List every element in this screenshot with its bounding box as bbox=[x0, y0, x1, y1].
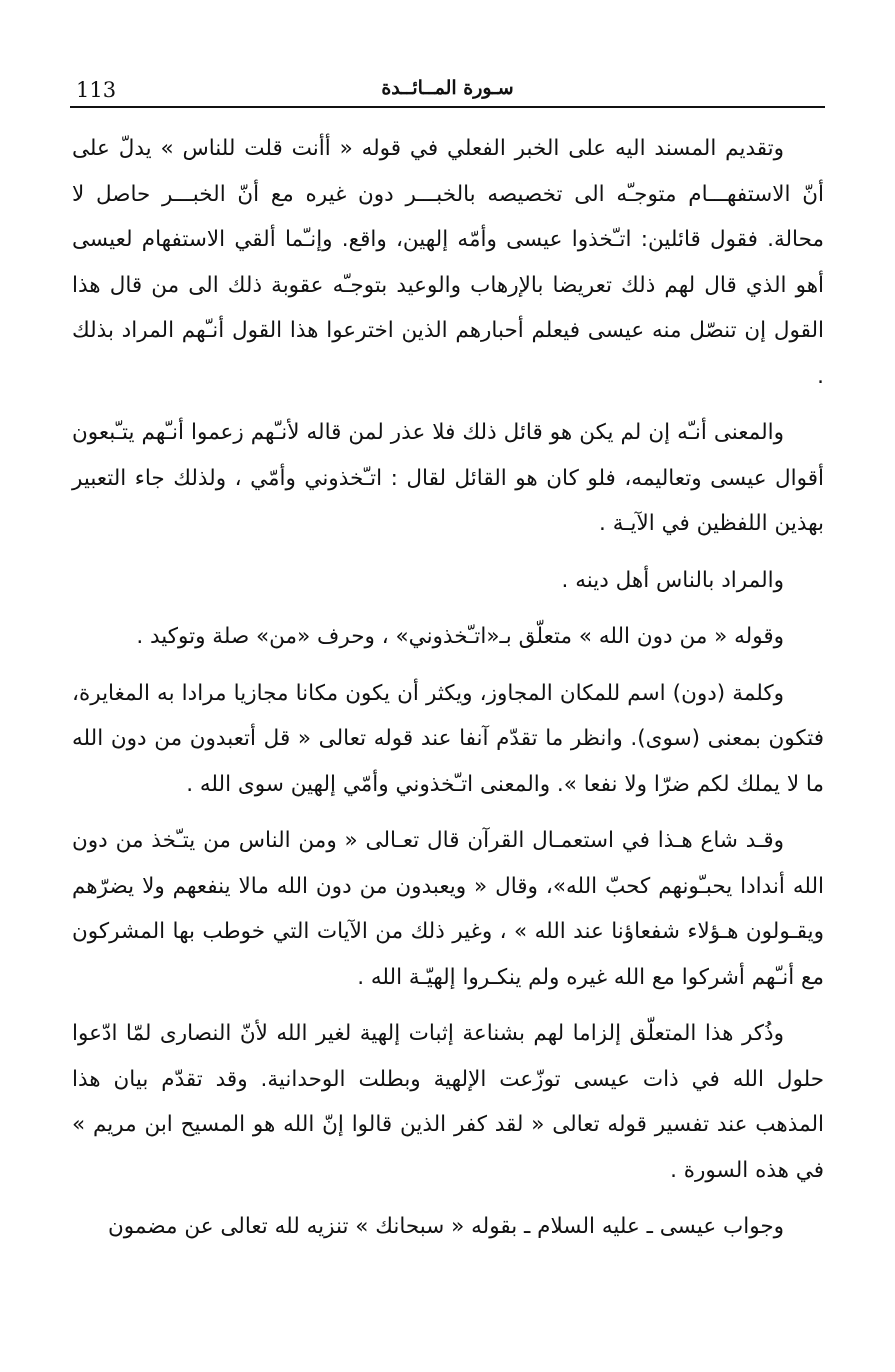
paragraph: وكلمة (دون) اسم للمكان المجاوز، ويكثر أن يكون مكانا مجازيا مرادا به المغايرة، فتكون بمعنى (سوى). وانظر ما تقدّم آنفا عند قوله تعالى « قل أتعبدون من دون الله ما لا يملك لكم ضرّا ولا نفعا ». والمعنى اتـّخذوني وأمّي إلهين سوى الله . bbox=[72, 680, 824, 797]
paragraph: وذُكر هذا المتعلّق إلزاما لهم بشناعة إثبات إلهية لغير الله لأنّ النصارى لمّا ادّعوا حلول الله في ذات عيسى توزّعت الإلهية وبطلت الوحدانية. وقد تقدّم بيان هذا المذهب عند تفسير قوله تعالى « لقد كفر الذين قالوا إنّ الله هو المسيح ابن مريم » في هذه السورة . bbox=[72, 1021, 824, 1183]
running-title: سـورة المــائــدة bbox=[381, 77, 514, 99]
paragraph: وجواب عيسى ـ عليه السلام ـ بقوله « سبحانك » تنزيه لله تعالى عن مضمون bbox=[108, 1214, 784, 1239]
paragraph: والمعنى أنـّه إن لم يكن هو قائل ذلك فلا عذر لمن قاله لأنـّهم زعموا أنـّهم يتـّبعون أقوال عيسى وتعاليمه، فلو كان هو القائل لقال : اتـّخذوني وأمّي ، ولذلك جاء التعبير بهذين اللفظين في الآيـة . bbox=[72, 420, 824, 536]
page-number: 113 bbox=[76, 78, 117, 102]
paragraph: والمراد بالناس أهل دينه . bbox=[561, 567, 784, 593]
header-rule bbox=[70, 106, 825, 108]
paragraph: وتقديم المسند اليه على الخبر الفعلي في قوله « أأنت قلت للناس » يدلّ على أنّ الاستفهـــام متوجـّه الى تخصيصه بالخبـــر دون غيره مع أنّ الخبـــر حاصل لا محالة. فقول قائلين: اتـّخذوا عيسى وأمّه إلهين، واقع. وإنـّما ألقي الاستفهام لعيسى أهو الذي قال لهم ذلك تعريضا بالإرهاب والوعيد بتوجـّه عقوبة ذلك الى من قال هذا القول إن تنصّل منه عيسى فيعلم أحبارهم الذين اخترعوا هذا القول أنـّهم المراد بذلك . bbox=[72, 136, 824, 389]
page-header bbox=[70, 74, 825, 108]
paragraph: وقوله « من دون الله » متعلّق بـ«اتـّخذوني» ، وحرف «من» صلة وتوكيد . bbox=[136, 624, 784, 649]
paragraph: وقـد شاع هـذا في استعمـال القرآن قال تعـالى « ومن الناس من يتـّخذ من دون الله أندادا يحبـّونهم كحبّ الله»، وقال « ويعبدون من دون الله مالا ينفعهم ولا يضرّهم ويقـولون هـؤلاء شفعاؤنا عند الله » ، وغير ذلك من الآيات التي خوطب بها المشركون مع أنـّهم أشركوا مع الله غيره ولم ينكـروا إلهيّـة الله . bbox=[72, 828, 824, 990]
page-body bbox=[72, 126, 824, 1250]
